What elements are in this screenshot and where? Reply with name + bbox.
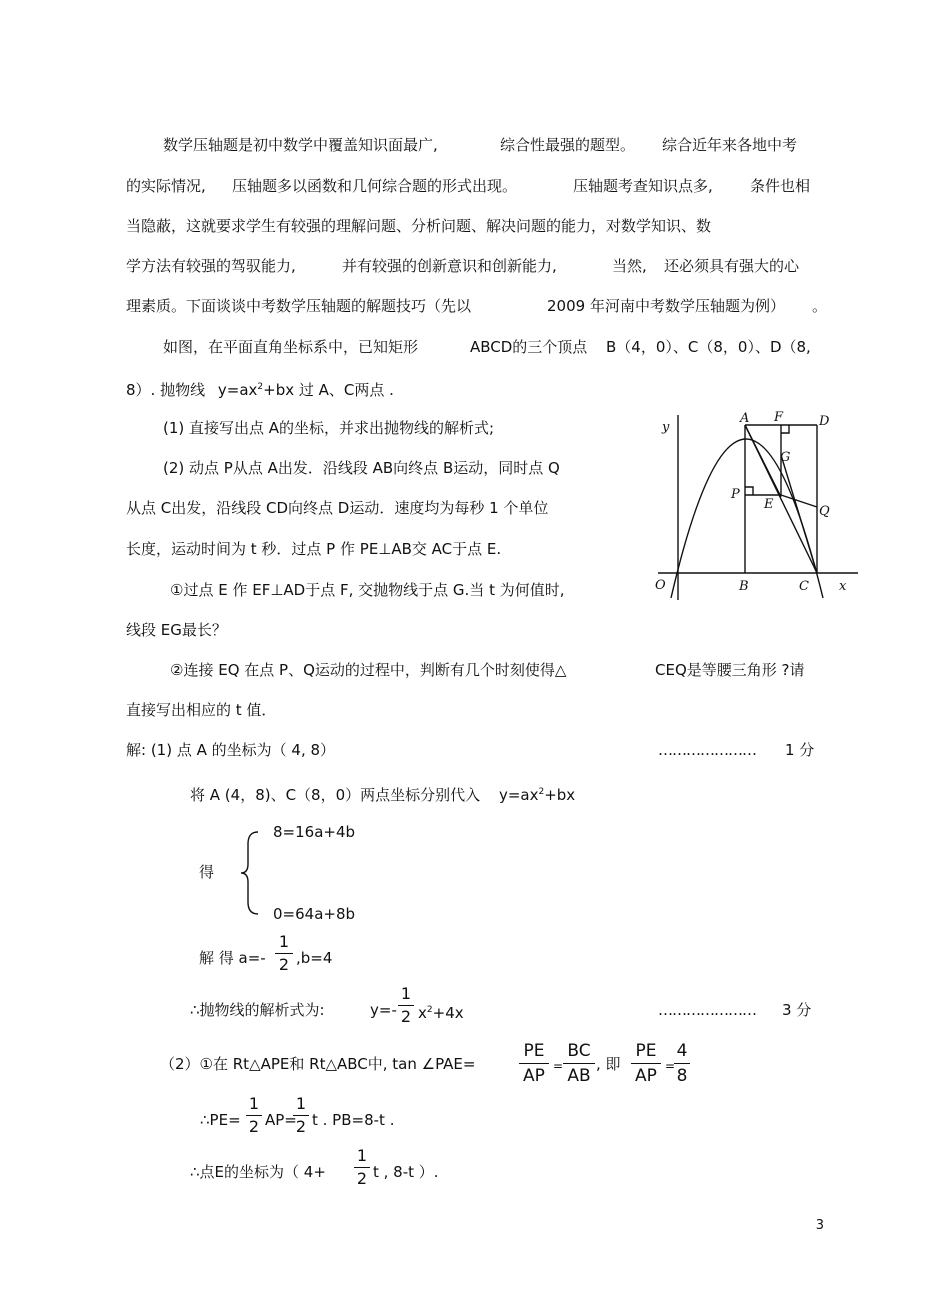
label-C: C xyxy=(799,579,809,594)
right-angle-F xyxy=(781,425,789,433)
problem-p2b: y=ax xyxy=(217,381,258,399)
question-2b: 从点 C出发，沿线段 CD向终点 D运动．速度均为每秒 1 个单位 xyxy=(126,499,549,517)
fraction-ap xyxy=(293,1094,309,1137)
pe-den: 2 xyxy=(248,1117,260,1136)
result-x: x xyxy=(418,1004,427,1022)
problem-p1a: 如图，在平面直角坐标系中，已知矩形 xyxy=(163,338,419,356)
solution-2c: +bx xyxy=(544,786,576,804)
fraction-result-num: 1 xyxy=(400,984,412,1003)
intro-line4b: 并有较强的创新意识和创新能力, xyxy=(342,257,557,275)
f1-num: PE xyxy=(523,1041,545,1061)
intro-line2b: 压轴题多以函数和几何综合题的形式出现。 xyxy=(232,177,518,195)
intro-line1c: 综合近年来各地中考 xyxy=(662,136,798,154)
f4-den: 8 xyxy=(676,1066,688,1086)
intro-line5c: 。 xyxy=(812,297,828,315)
ap-mid: AP= xyxy=(265,1111,297,1129)
solution-1: 解: (1) 点 A 的坐标为（ 4, 8） xyxy=(126,741,336,759)
solve-suffix: ,b=4 xyxy=(296,949,333,967)
result-tail: +4x xyxy=(432,1004,464,1022)
question-1: (1) 直接写出点 A的坐标，并求出抛物线的解析式; xyxy=(163,419,495,437)
fraction-pe-ap-2 xyxy=(631,1040,661,1087)
fraction-e xyxy=(354,1146,370,1189)
intro-line4d: 还必须具有强大的心 xyxy=(664,257,800,275)
problem-p2a: 8）. 抛物线 xyxy=(126,381,206,399)
right-angle-P xyxy=(745,487,753,495)
label-P: P xyxy=(731,487,740,502)
question-2e: 线段 EG最长？ xyxy=(126,621,227,639)
question-2h: 直接写出相应的 t 值． xyxy=(126,701,277,719)
e-num: 1 xyxy=(356,1146,368,1165)
solution-1-dots: ………………… xyxy=(658,741,756,759)
e-den: 2 xyxy=(356,1169,368,1188)
problem-p2-sup: 2 xyxy=(257,382,264,392)
segment-EQ xyxy=(781,495,817,507)
result-dots: ………………… xyxy=(658,1001,756,1019)
fraction-bc-ab xyxy=(563,1040,595,1087)
label-x: x xyxy=(839,579,847,594)
solve-prefix: 解 得 a=- xyxy=(199,949,266,967)
intro-line5a: 理素质。下面谈谈中考数学压轴题的解题技巧（先以 xyxy=(126,297,472,315)
result-expr xyxy=(418,1000,464,1023)
segment-GC xyxy=(781,455,817,573)
intro-line2a: 的实际情况, xyxy=(126,177,206,195)
fraction-pe xyxy=(246,1094,262,1137)
question-2f: ②连接 EQ 在点 P、Q运动的过程中，判断有几个时刻使得△ xyxy=(170,661,567,679)
intro-line5b: 2009 年河南中考数学压轴题为例） xyxy=(547,297,785,315)
page-number: 3 xyxy=(815,1218,824,1233)
system-brace xyxy=(238,830,264,916)
question-2d: ①过点 E 作 EF⊥AD于点 F, 交抛物线于点 G.当 t 为何值时, xyxy=(170,581,565,599)
pe-prefix: ∴PE= xyxy=(200,1111,241,1129)
label-O: O xyxy=(655,578,666,593)
intro-line3: 当隐蔽，这就要求学生有较强的理解问题、分析问题、解决问题的能力，对数学知识、数 xyxy=(126,217,712,235)
fraction-result xyxy=(398,984,414,1027)
f3-num: PE xyxy=(635,1041,657,1061)
solution-2b: y=ax xyxy=(498,786,539,804)
fraction-result-den: 2 xyxy=(400,1007,412,1026)
e-tail: t , 8-t ）. xyxy=(373,1163,439,1181)
parabola-figure xyxy=(643,405,871,605)
label-y: y xyxy=(662,420,670,435)
label-Q: Q xyxy=(819,504,830,519)
result-prefix: ∴抛物线的解析式为: xyxy=(190,1001,325,1019)
question-2c: 长度，运动时间为 t 秒．过点 P 作 PE⊥AB交 AC于点 E. xyxy=(126,540,502,558)
solution-1-score: 1 分 xyxy=(785,741,815,759)
question-2a: (2) 动点 P从点 A出发．沿线段 AB向终点 B运动，同时点 Q xyxy=(163,459,560,477)
part2-prefix: （2）①在 Rt△APE和 Rt△ABC中, tan ∠PAE= xyxy=(160,1055,476,1073)
e-prefix: ∴点E的坐标为（ 4+ xyxy=(190,1163,326,1181)
segment-A-Q xyxy=(745,425,781,497)
label-B: B xyxy=(739,579,749,594)
equation-1: 8=16a+4b xyxy=(273,823,356,841)
equals-a: = xyxy=(553,1059,564,1073)
ap-den: 2 xyxy=(295,1117,307,1136)
label-A: A xyxy=(740,411,750,426)
fraction-a xyxy=(275,932,293,975)
question-2g: CEQ是等腰三角形 ?请 xyxy=(655,661,805,679)
f2-den: AB xyxy=(567,1066,591,1086)
problem-p2c: +bx 过 A、C两点 . xyxy=(263,381,394,399)
problem-p2 xyxy=(126,377,394,400)
f3-den: AP xyxy=(635,1066,657,1086)
intro-line4c: 当然, xyxy=(612,257,647,275)
fraction-pe-ap-1 xyxy=(519,1040,549,1087)
intro-line1b: 综合性最强的题型。 xyxy=(500,136,636,154)
ji-label: , 即 xyxy=(596,1055,621,1073)
label-E: E xyxy=(764,497,774,512)
problem-p1b: ABCD的三个顶点 xyxy=(470,338,588,356)
f2-num: BC xyxy=(567,1041,591,1061)
intro-line2d: 条件也相 xyxy=(750,177,811,195)
equation-2: 0=64a+8b xyxy=(273,905,356,923)
label-D: D xyxy=(819,414,830,429)
result-score: 3 分 xyxy=(782,1001,812,1019)
solution-2 xyxy=(190,782,575,805)
pe-num: 1 xyxy=(248,1094,260,1113)
label-G: G xyxy=(780,450,791,465)
label-F: F xyxy=(774,410,784,425)
fraction-a-num: 1 xyxy=(278,932,290,951)
ap-num: 1 xyxy=(295,1094,307,1113)
result-sup: 2 xyxy=(426,1005,433,1015)
fraction-a-den: 2 xyxy=(278,955,290,974)
solution-2-sup: 2 xyxy=(538,787,545,797)
problem-p1c: B（4，0）、C（8，0）、D（8, xyxy=(606,338,811,356)
intro-line4a: 学方法有较强的驾驭能力, xyxy=(126,257,296,275)
intro-line1a: 数学压轴题是初中数学中覆盖知识面最广, xyxy=(163,136,438,154)
de-label: 得 xyxy=(199,863,215,881)
result-y: y=- xyxy=(370,1001,397,1019)
solution-2a: 将 A (4，8)、C（8，0）两点坐标分别代入 xyxy=(190,786,481,804)
pb-tail: t . PB=8-t . xyxy=(312,1111,395,1129)
fraction-4-8 xyxy=(674,1040,690,1087)
f1-den: AP xyxy=(523,1066,545,1086)
equals-b: = xyxy=(665,1059,676,1073)
f4-num: 4 xyxy=(676,1041,688,1061)
intro-line2c: 压轴题考查知识点多, xyxy=(573,177,713,195)
